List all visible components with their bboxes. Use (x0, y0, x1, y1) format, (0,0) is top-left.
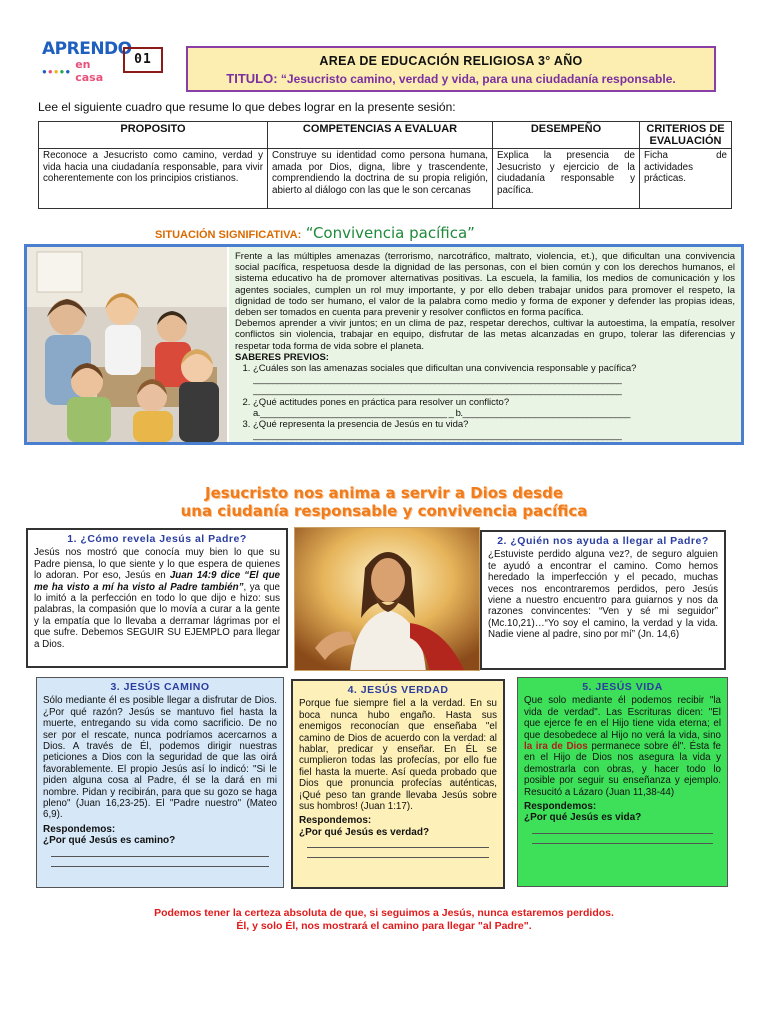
card-4-resp-label: Respondemos: (299, 815, 372, 827)
card-5-text-a: Que solo mediante él podemos recibir "la vida de verdad". Las Escrituras dicen: "El que ejerce fe en el Hijo tiene vida eterna; el que desobedece al Hijo no verá la vida, sino (524, 695, 721, 741)
card-jesus-vida (517, 677, 728, 887)
question-3-text: ¿Qué representa la presencia de Jesús en tu vida? (253, 419, 469, 431)
title-box (186, 46, 716, 92)
situation-heading (155, 224, 575, 243)
header-competencias: COMPETENCIAS A EVALUAR (268, 122, 493, 149)
answer-line-1a[interactable]: _____________________________________________________________________________ (253, 374, 622, 386)
question-1 (253, 363, 735, 397)
card-4-respondemos (299, 815, 497, 838)
titulo-label: TITULO: (226, 71, 278, 86)
card-1-text-b: , ya que lo imitó a la perfección en todo lo que dijo e hizo: sus palabras, la compasión que lo movía a curar a la gente y la empatía que lo llevaba a derramar lágrimas por el que sufre. Debemos SEGUIR SU EJEMPLO para llegar a Dios. (34, 581, 281, 650)
card-5-answer-line-1[interactable] (532, 824, 713, 834)
table-header-row (39, 122, 732, 149)
closing-line-1: Podemos tener la certeza absoluta de que, si seguimos a Jesús, nunca estaremos perdidos. (154, 907, 614, 919)
card-5-respondemos (524, 801, 721, 824)
table-row (39, 149, 732, 209)
header-proposito: PROPOSITO (39, 122, 268, 149)
card-3-question: ¿Por qué Jesús es camino? (43, 835, 176, 847)
answer-line-3[interactable]: _____________________________________________________________________________ (253, 430, 622, 442)
banner-line-2: una ciudanía responsable y convivencia pacífica (180, 502, 588, 520)
situation-title: “Convivencia pacífica” (305, 224, 475, 242)
cell-proposito: Reconoce a Jesucristo como camino, verdad y vida hacia una ciudadanía responsable, para vivir coherentemente con los principios cristianos. (39, 149, 268, 209)
card-3-resp-label: Respondemos: (43, 823, 116, 835)
saberes-list (235, 363, 735, 441)
question-1-text: ¿Cuáles son las amenazas sociales que dificultan una convivencia responsable y pacífica? (253, 363, 637, 375)
answer-line-2[interactable]: a._______________________________________ _ b.___________________________________ (253, 407, 630, 419)
situation-label: SITUACIÓN SIGNIFICATIVA: (155, 229, 302, 241)
intro-text: Lee el siguiente cuadro que resume lo que debes lograr en la presente sesión: (38, 100, 456, 114)
card-5-highlight: la ira de Dios (524, 741, 588, 753)
card-3-text: Sólo mediante él es posible llegar a disfrutar de Dios. ¿Por qué razón? Jesús se mantuvo fiel hasta la muerte, entregando su vida como sacrificio. De no ser por el rescate, nunca podríamos acercarnos a Dios. A través de Él, podemos dirigir nuestras peticiones a Dios con la seguridad de que las oirá favorablemente. El propio Jesús así lo indicó: "Si le piden alguna cosa al Padre, él se la dará en mi nombre. Pidan y recibirán, para que su gozo se haga pleno" (Juan 16,23-25). El "Padre nuestro" (Mateo 6,9). (43, 695, 277, 821)
jesus-image (294, 527, 480, 671)
jesus-illustration (295, 528, 480, 671)
card-2-text: ¿Estuviste perdido alguna vez?, de seguro alguien te ayudó a encontrar el camino. Como hemos heredado la imperfección y el pecado, muchas veces nos encontraremos perdidos, pero Jesús viene a nuestro encuentro para guiarnos y nos da razones convincentes: “Ven y sé mi seguidor” (Mc.10,21)…“Yo soy el camino, la verdad y la vida. Nadie viene al padre, sino por mí” (Jn. 14,6) (488, 549, 718, 641)
card-jesus-verdad (291, 679, 505, 889)
card-3-answer-line-2[interactable] (51, 857, 269, 867)
cell-competencias: Construye su identidad como persona humana, amada por Dios, digna, libre y trascendente, comprendiendo la doctrina de su propia religión, abierto al diálogo con las que le son cercanas (268, 149, 493, 209)
closing-line-2: Él, y solo Él, nos mostrará el camino para llegar "al Padre". (236, 920, 532, 932)
situation-paragraph-2: Debemos aprender a vivir juntos; en un clima de paz, respetar derechos, cultivar la autoestima, la empatía, resolver conflictos sin violencia, trabajar en equipo, disfrutar de las metas alcanzadas en grupo, tolerar las diferencias y respetar toda forma de vida sobre el planeta. (235, 318, 735, 352)
card-4-answer-line-2[interactable] (307, 848, 489, 858)
logo-dots: ●●●●● (42, 66, 72, 76)
card-3-answer-line-1[interactable] (51, 847, 269, 857)
option-b-label: b. (455, 407, 463, 419)
closing-message (60, 907, 708, 933)
header-criterios: CRITERIOS DE EVALUACIÓN (640, 122, 732, 149)
session-number: 01 (123, 47, 163, 73)
answer-line-1b[interactable]: _____________________________________________________________________________ (253, 385, 622, 397)
card-3-respondemos (43, 824, 277, 847)
card-1-title: 1. ¿Cómo revela Jesús al Padre? (67, 533, 247, 545)
question-2 (253, 397, 735, 419)
card-5-text (524, 695, 721, 798)
card-5-answer-line-2[interactable] (532, 834, 713, 844)
situation-text (229, 247, 741, 442)
card-4-question: ¿Por qué Jesús es verdad? (299, 826, 430, 838)
question-2-text: ¿Qué actitudes pones en práctica para resolver un conflicto? (253, 396, 510, 408)
option-a-label: a. (253, 407, 260, 419)
saberes-previos-label: SABERES PREVIOS: (235, 351, 329, 363)
card-jesus-camino (36, 677, 284, 888)
card-revela-padre (26, 528, 288, 668)
logo-bottom-text: en casa (75, 58, 104, 84)
card-1-quote: Juan 14:9 dice “El que me ha visto a mí ha visto al Padre también” (34, 570, 281, 593)
titulo-line (188, 71, 714, 86)
card-5-text-b: permanece sobre él". Ésta fe en el Hijo de Dios nos asegura la vida y demostrarla con obras, y hacer todo lo posible por seguir su enseñanza y ejemplo. Resucitó a Lázaro (Juan 11,38-44) (524, 741, 721, 798)
situation-paragraph-1: Frente a las múltiples amenazas (terrorismo, narcotráfico, maltrato, violencia, et.), que dificultan una convivencia social pacífica, respetuosa desde la dignidad de las personas, con el bien común y con los derechos humanos, el sistema educativo ha de promover alternativas positivas. La escuela, la familia, los medios de comunicación y los agentes sociales, cumplen un rol muy importante, y por ello deben trabajar unidos para promover el respeto, la dignidad de todo ser humano, el valor de la palabra como medio y forma de exponer y defender las propias ideas, deben ser tomados en cuenta para prevenir y resolver conflictos en forma pacífica. (235, 251, 735, 319)
card-5-resp-label: Respondemos: (524, 801, 597, 813)
card-5-title: 5. JESÚS VIDA (582, 681, 663, 693)
logo-top-text: APRENDO (42, 39, 132, 59)
card-4-text: Porque fue siempre fiel a la verdad. En su boca nunca hubo engaño. Hasta sus enemigos reconocían que enseñaba "el camino de Dios de acuerdo con la verdad: al hablar, predicar y enseñar. En ÉL se cumplieron todas las profecías, por ello fue fiel hasta la muerte. Así queda probado que Dios que pronuncia profecías auténticas, ¡Qué peso tan grande llevaba Jesús sobre sus hombros! (Juan 1:17). (299, 698, 497, 813)
card-4-answer-line-1[interactable] (307, 838, 489, 848)
card-2-title: 2. ¿Quién nos ayuda a llegar al Padre? (497, 535, 709, 547)
area-title: AREA DE EDUCACIÓN RELIGIOSA 3° AÑO (319, 54, 583, 68)
classroom-photo (27, 247, 227, 442)
objectives-table (38, 121, 732, 209)
classroom-illustration (27, 247, 227, 442)
card-5-question: ¿Por qué Jesús es vida? (524, 812, 642, 824)
header-desempeno: DESEMPEÑO (493, 122, 640, 149)
card-1-text-a: Jesús nos mostró que conocía muy bien lo que su Padre piensa, lo que siente y lo que espera de quienes lo adoran. Por eso, Jesús en (34, 547, 280, 582)
card-quien-ayuda (480, 530, 726, 670)
card-3-title: 3. JESÚS CAMINO (110, 681, 210, 693)
section-banner (120, 484, 648, 520)
cell-desempeno: Explica la presencia de Jesucristo y ejercicio de la ciudadanía responsable y pacífica. (493, 149, 640, 209)
cell-criterios: Ficha de actividades prácticas. (640, 149, 732, 209)
card-1-text (34, 547, 280, 650)
question-3 (253, 419, 735, 441)
aprendo-en-casa-logo (42, 39, 132, 84)
banner-line-1: Jesucristo nos anima a servir a Dios desde (205, 484, 563, 502)
card-4-title: 4. JESÚS VERDAD (347, 684, 449, 696)
situation-box (24, 244, 744, 445)
titulo-value: “Jesucristo camino, verdad y vida, para una ciudadanía responsable. (280, 72, 676, 86)
